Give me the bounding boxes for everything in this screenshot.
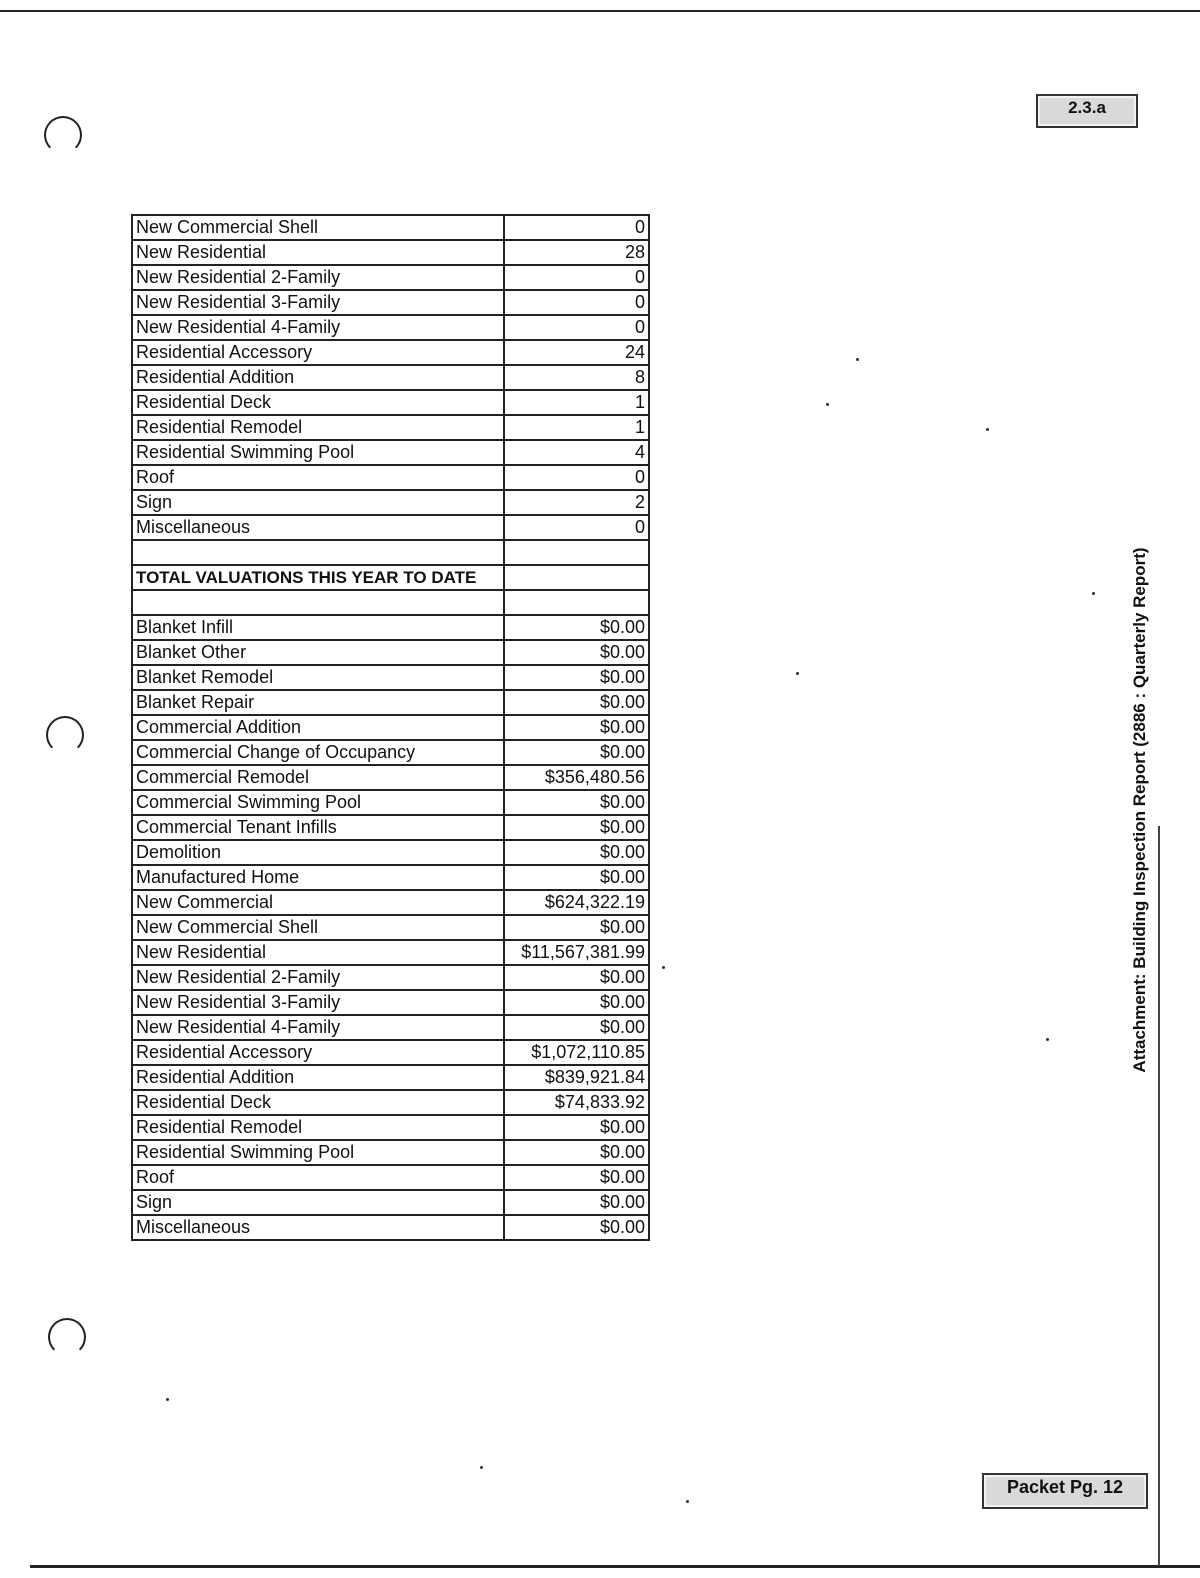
scan-speck: [1092, 592, 1095, 595]
row-value: $1,072,110.85: [504, 1040, 649, 1065]
row-value: 28: [504, 240, 649, 265]
table-row: [132, 840, 649, 865]
table-row: [132, 440, 649, 465]
row-label: New Residential 2-Family: [132, 265, 504, 290]
table-row: [132, 1015, 649, 1040]
row-value: 0: [504, 290, 649, 315]
row-value: 24: [504, 340, 649, 365]
table-row: [132, 715, 649, 740]
table-row: [132, 565, 649, 590]
scan-speck: [986, 428, 989, 431]
row-value: 0: [504, 465, 649, 490]
row-label: New Commercial Shell: [132, 915, 504, 940]
row-label: New Residential 4-Family: [132, 315, 504, 340]
table-row: [132, 1215, 649, 1240]
row-value: $356,480.56: [504, 765, 649, 790]
table-row: [132, 765, 649, 790]
row-value: $624,322.19: [504, 890, 649, 915]
attachment-caption-text: Attachment: Building Inspection Report (2886 : Quarterly Report): [1130, 547, 1149, 1073]
top-border-line: [0, 10, 1200, 12]
table-row: [132, 1115, 649, 1140]
table-row: [132, 1090, 649, 1115]
row-value: 2: [504, 490, 649, 515]
table-row: [132, 415, 649, 440]
row-value: 8: [504, 365, 649, 390]
row-label: Residential Addition: [132, 365, 504, 390]
row-label: Commercial Swimming Pool: [132, 790, 504, 815]
row-value: 1: [504, 390, 649, 415]
section-heading: TOTAL VALUATIONS THIS YEAR TO DATE: [132, 565, 504, 590]
scan-speck: [1046, 1038, 1049, 1041]
row-label: New Residential: [132, 940, 504, 965]
row-value: [504, 565, 649, 590]
scan-speck: [662, 966, 665, 969]
row-value: $0.00: [504, 865, 649, 890]
table-row: [132, 465, 649, 490]
row-label: New Residential 3-Family: [132, 290, 504, 315]
row-value: $74,833.92: [504, 1090, 649, 1115]
row-label: Commercial Remodel: [132, 765, 504, 790]
table-row: [132, 390, 649, 415]
row-value: $0.00: [504, 665, 649, 690]
table-row: [132, 890, 649, 915]
row-label: Residential Deck: [132, 390, 504, 415]
right-margin-line: [1158, 826, 1160, 1566]
table-row: [132, 1190, 649, 1215]
row-value: 0: [504, 315, 649, 340]
row-value: $0.00: [504, 690, 649, 715]
table-row: [132, 865, 649, 890]
scan-speck: [166, 1398, 169, 1401]
table-row: [132, 740, 649, 765]
row-label: Commercial Addition: [132, 715, 504, 740]
table-row: [132, 365, 649, 390]
attachment-caption: [1128, 520, 1152, 1100]
row-label: Residential Swimming Pool: [132, 1140, 504, 1165]
row-value: [504, 590, 649, 615]
row-label: [132, 540, 504, 565]
row-value: $0.00: [504, 615, 649, 640]
row-value: $0.00: [504, 740, 649, 765]
table-row: [132, 1165, 649, 1190]
scan-speck: [480, 1466, 483, 1469]
table-row: [132, 540, 649, 565]
scan-speck: [796, 672, 799, 675]
table-row: [132, 315, 649, 340]
row-value: $0.00: [504, 1115, 649, 1140]
row-value: $0.00: [504, 640, 649, 665]
table-row: [132, 515, 649, 540]
punch-hole-middle: [46, 716, 84, 754]
row-label: Residential Swimming Pool: [132, 440, 504, 465]
row-value: $0.00: [504, 790, 649, 815]
row-label: Miscellaneous: [132, 1215, 504, 1240]
table-row: [132, 665, 649, 690]
row-label: Miscellaneous: [132, 515, 504, 540]
row-label: Residential Addition: [132, 1065, 504, 1090]
row-value: $0.00: [504, 1140, 649, 1165]
row-label: [132, 590, 504, 615]
row-label: New Commercial: [132, 890, 504, 915]
scan-speck: [856, 358, 859, 361]
table-row: [132, 340, 649, 365]
table-row: [132, 1140, 649, 1165]
row-label: New Residential 2-Family: [132, 965, 504, 990]
row-value: $0.00: [504, 1015, 649, 1040]
table-row: [132, 915, 649, 940]
row-value: $0.00: [504, 1215, 649, 1240]
row-value: $0.00: [504, 965, 649, 990]
packet-page-tag: Packet Pg. 12: [982, 1473, 1148, 1509]
row-value: $0.00: [504, 715, 649, 740]
table-row: [132, 990, 649, 1015]
table-row: [132, 790, 649, 815]
row-label: Residential Remodel: [132, 415, 504, 440]
row-value: $11,567,381.99: [504, 940, 649, 965]
table-row: [132, 490, 649, 515]
table-row: [132, 965, 649, 990]
row-label: Residential Deck: [132, 1090, 504, 1115]
table-row: [132, 590, 649, 615]
row-label: Roof: [132, 1165, 504, 1190]
table-row: [132, 240, 649, 265]
inspection-report-table: [131, 214, 650, 1241]
row-label: Residential Accessory: [132, 340, 504, 365]
row-value: 1: [504, 415, 649, 440]
scan-speck: [826, 403, 829, 406]
row-value: $0.00: [504, 915, 649, 940]
row-label: New Residential: [132, 240, 504, 265]
row-value: $839,921.84: [504, 1065, 649, 1090]
table-row: [132, 265, 649, 290]
table-row: [132, 690, 649, 715]
row-value: $0.00: [504, 1190, 649, 1215]
row-label: New Residential 3-Family: [132, 990, 504, 1015]
row-label: Demolition: [132, 840, 504, 865]
punch-hole-bottom: [48, 1318, 86, 1356]
row-label: Residential Accessory: [132, 1040, 504, 1065]
row-label: Manufactured Home: [132, 865, 504, 890]
punch-hole-top: [44, 116, 82, 154]
row-label: Sign: [132, 1190, 504, 1215]
table-row: [132, 615, 649, 640]
row-label: Residential Remodel: [132, 1115, 504, 1140]
row-label: New Commercial Shell: [132, 215, 504, 240]
table-row: [132, 1040, 649, 1065]
table-row: [132, 940, 649, 965]
agenda-item-tag: 2.3.a: [1036, 94, 1138, 128]
row-label: Blanket Remodel: [132, 665, 504, 690]
row-value: 0: [504, 215, 649, 240]
row-value: [504, 540, 649, 565]
row-value: 0: [504, 515, 649, 540]
bottom-border-line: [30, 1565, 1200, 1568]
row-label: New Residential 4-Family: [132, 1015, 504, 1040]
row-label: Blanket Repair: [132, 690, 504, 715]
row-value: $0.00: [504, 1165, 649, 1190]
table-row: [132, 290, 649, 315]
table-row: [132, 215, 649, 240]
row-label: Blanket Infill: [132, 615, 504, 640]
row-value: 4: [504, 440, 649, 465]
row-value: 0: [504, 265, 649, 290]
table-row: [132, 815, 649, 840]
row-value: $0.00: [504, 840, 649, 865]
row-label: Roof: [132, 465, 504, 490]
scan-speck: [686, 1500, 689, 1503]
row-label: Sign: [132, 490, 504, 515]
row-value: $0.00: [504, 990, 649, 1015]
row-value: $0.00: [504, 815, 649, 840]
table-row: [132, 1065, 649, 1090]
row-label: Commercial Tenant Infills: [132, 815, 504, 840]
row-label: Commercial Change of Occupancy: [132, 740, 504, 765]
row-label: Blanket Other: [132, 640, 504, 665]
table-row: [132, 640, 649, 665]
